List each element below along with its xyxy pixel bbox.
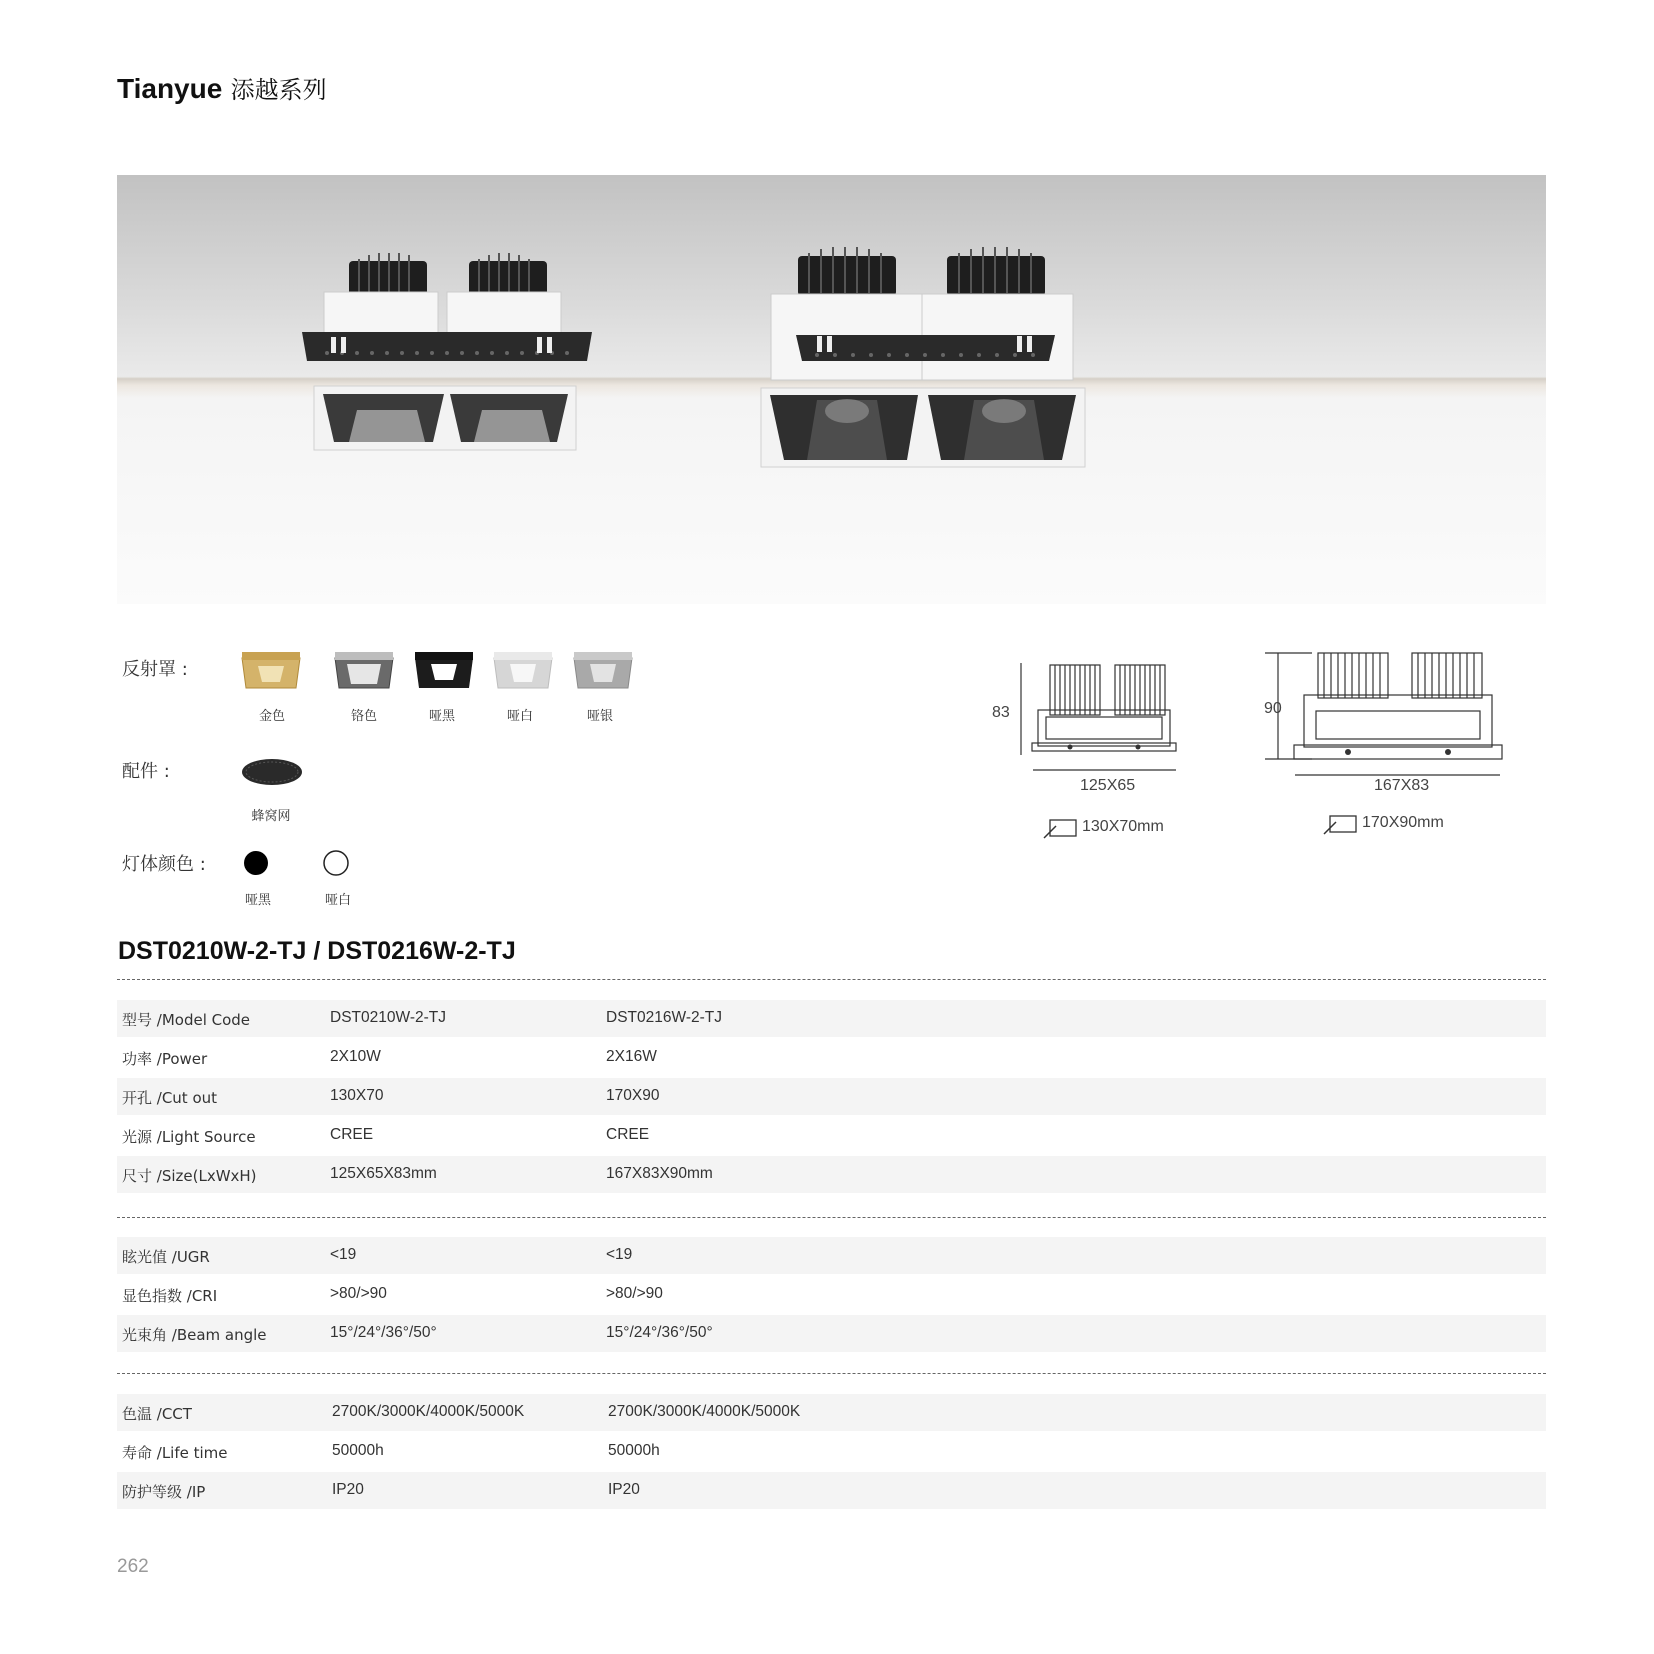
drawing-small-cutout: 130X70mm (1082, 818, 1164, 835)
accessory-label: 配件 : (122, 761, 170, 782)
body-color-label: 灯体颜色 : (122, 854, 206, 875)
spec-label: 光源 /Light Source (122, 1128, 256, 1146)
spec-value-2: 2X16W (606, 1048, 657, 1065)
dimension-drawing-large (1262, 649, 1512, 779)
spec-row-beam-angle (117, 1315, 1546, 1352)
spec-value-2: 50000h (608, 1442, 660, 1459)
spec-value-1: 125X65X83mm (330, 1165, 437, 1182)
spec-value-1: 50000h (332, 1442, 384, 1459)
reflector-matte-silver-caption: 哑银 (586, 709, 613, 724)
reflector-matte-black-caption: 哑黑 (428, 709, 455, 724)
drawing-large-size: 167X83 (1374, 777, 1430, 794)
spec-label: 型号 /Model Code (122, 1011, 251, 1029)
spec-label: 显色指数 /CRI (122, 1287, 218, 1305)
divider (117, 979, 1546, 980)
reflector-chrome-swatch (333, 650, 395, 692)
spec-value-2: 167X83X90mm (606, 1165, 713, 1182)
divider (117, 1217, 1546, 1218)
spec-label: 光束角 /Beam angle (122, 1326, 267, 1344)
spec-value-2: >80/>90 (606, 1285, 663, 1302)
spec-value-2: 15°/24°/36°/50° (606, 1324, 713, 1341)
spec-row-cutout (117, 1078, 1546, 1115)
spec-row-cct (117, 1394, 1546, 1431)
spec-row-light-source (117, 1117, 1546, 1154)
reflector-matte-silver-swatch (572, 650, 634, 692)
spec-value-2: DST0216W-2-TJ (606, 1009, 722, 1026)
spec-row-ugr (117, 1237, 1546, 1274)
series-title (117, 70, 327, 105)
spec-row-size (117, 1156, 1546, 1193)
spec-value-1: CREE (330, 1126, 374, 1143)
spec-row-ip (117, 1472, 1546, 1509)
series-title-cn: 添越系列 (230, 76, 327, 104)
drawing-small-height: 83 (992, 704, 1010, 721)
spec-value-2: 2700K/3000K/4000K/5000K (608, 1403, 801, 1420)
spec-label: 寿命 /Life time (122, 1444, 228, 1462)
spec-value-2: <19 (606, 1246, 633, 1263)
dimension-drawing-small (1016, 655, 1186, 775)
reflector-label: 反射罩 : (122, 659, 188, 680)
product-hero-image (117, 175, 1546, 604)
model-title: DST0210W-2-TJ / DST0216W-2-TJ (118, 937, 516, 965)
accessory-caption: 蜂窝网 (251, 809, 291, 824)
reflector-chrome-caption: 铬色 (350, 709, 377, 724)
reflector-matte-black-swatch (413, 650, 475, 692)
cutout-icon (1322, 814, 1358, 836)
body-color-black-caption: 哑黑 (244, 893, 271, 908)
spec-value-1: <19 (330, 1246, 357, 1263)
spec-value-1: 2X10W (330, 1048, 381, 1065)
reflector-gold-swatch (240, 650, 302, 692)
drawing-large-height: 90 (1264, 700, 1282, 717)
spec-row-cri (117, 1276, 1546, 1313)
drawing-small-size: 125X65 (1080, 777, 1136, 794)
drawing-large-cutout: 170X90mm (1362, 814, 1444, 831)
spec-value-1: IP20 (332, 1481, 364, 1498)
spec-label: 眩光值 /UGR (122, 1248, 210, 1266)
spec-label: 色温 /CCT (122, 1405, 192, 1423)
honeycomb-mesh-icon (240, 756, 304, 788)
reflector-matte-white-caption: 哑白 (506, 709, 533, 724)
spec-label: 功率 /Power (122, 1050, 208, 1068)
spec-value-1: 15°/24°/36°/50° (330, 1324, 437, 1341)
reflector-gold-caption: 金色 (258, 709, 285, 724)
cutout-icon (1042, 818, 1078, 840)
reflector-matte-white-swatch (492, 650, 554, 692)
large-fixture-render (761, 247, 1085, 467)
spec-value-1: DST0210W-2-TJ (330, 1009, 446, 1026)
spec-value-1: >80/>90 (330, 1285, 387, 1302)
spec-label: 尺寸 /Size(LxWxH) (122, 1167, 257, 1185)
spec-label: 开孔 /Cut out (122, 1089, 218, 1107)
page-number: 262 (117, 1556, 149, 1577)
spec-value-2: IP20 (608, 1481, 640, 1498)
spec-label: 防护等级 /IP (122, 1483, 206, 1501)
spec-value-2: 170X90 (606, 1087, 660, 1104)
spec-value-1: 130X70 (330, 1087, 384, 1104)
spec-row-power (117, 1039, 1546, 1076)
spec-value-1: 2700K/3000K/4000K/5000K (332, 1403, 525, 1420)
spec-value-2: CREE (606, 1126, 650, 1143)
downlight-product-render (117, 175, 1546, 604)
body-color-black-dot (242, 849, 270, 877)
spec-row-model-code (117, 1000, 1546, 1037)
series-title-en: Tianyue (117, 73, 223, 104)
divider (117, 1373, 1546, 1374)
body-color-white-caption: 哑白 (324, 893, 351, 908)
small-fixture-render (302, 253, 592, 450)
body-color-white-dot (322, 849, 350, 877)
spec-row-life-time (117, 1433, 1546, 1470)
